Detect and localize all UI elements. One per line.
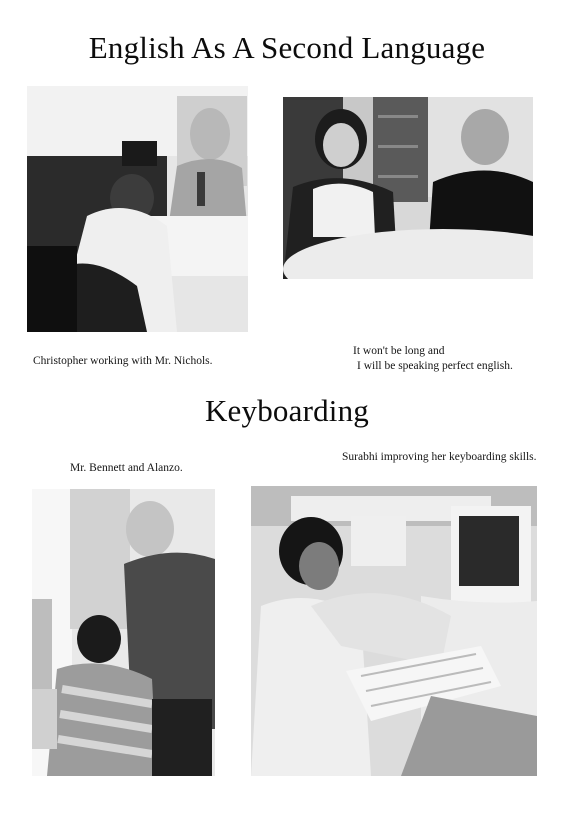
photo-surabhi-keyboarding xyxy=(251,486,537,776)
photo-bennett-and-alanzo xyxy=(32,489,215,776)
section-heading-esl: English As A Second Language xyxy=(88,30,486,65)
caption-christopher: Christopher working with Mr. Nichols. xyxy=(33,355,213,367)
section-heading-keyboarding: Keyboarding xyxy=(204,393,370,428)
photo-girl-and-teacher xyxy=(283,97,533,279)
photo-christopher-and-teacher xyxy=(27,86,248,332)
caption-girl-line1: It won't be long and xyxy=(353,345,445,357)
caption-surabhi: Surabhi improving her keyboarding skills. xyxy=(342,451,537,463)
caption-girl-line2: I will be speaking perfect english. xyxy=(357,360,513,372)
caption-bennett-alanzo: Mr. Bennett and Alanzo. xyxy=(70,462,183,474)
